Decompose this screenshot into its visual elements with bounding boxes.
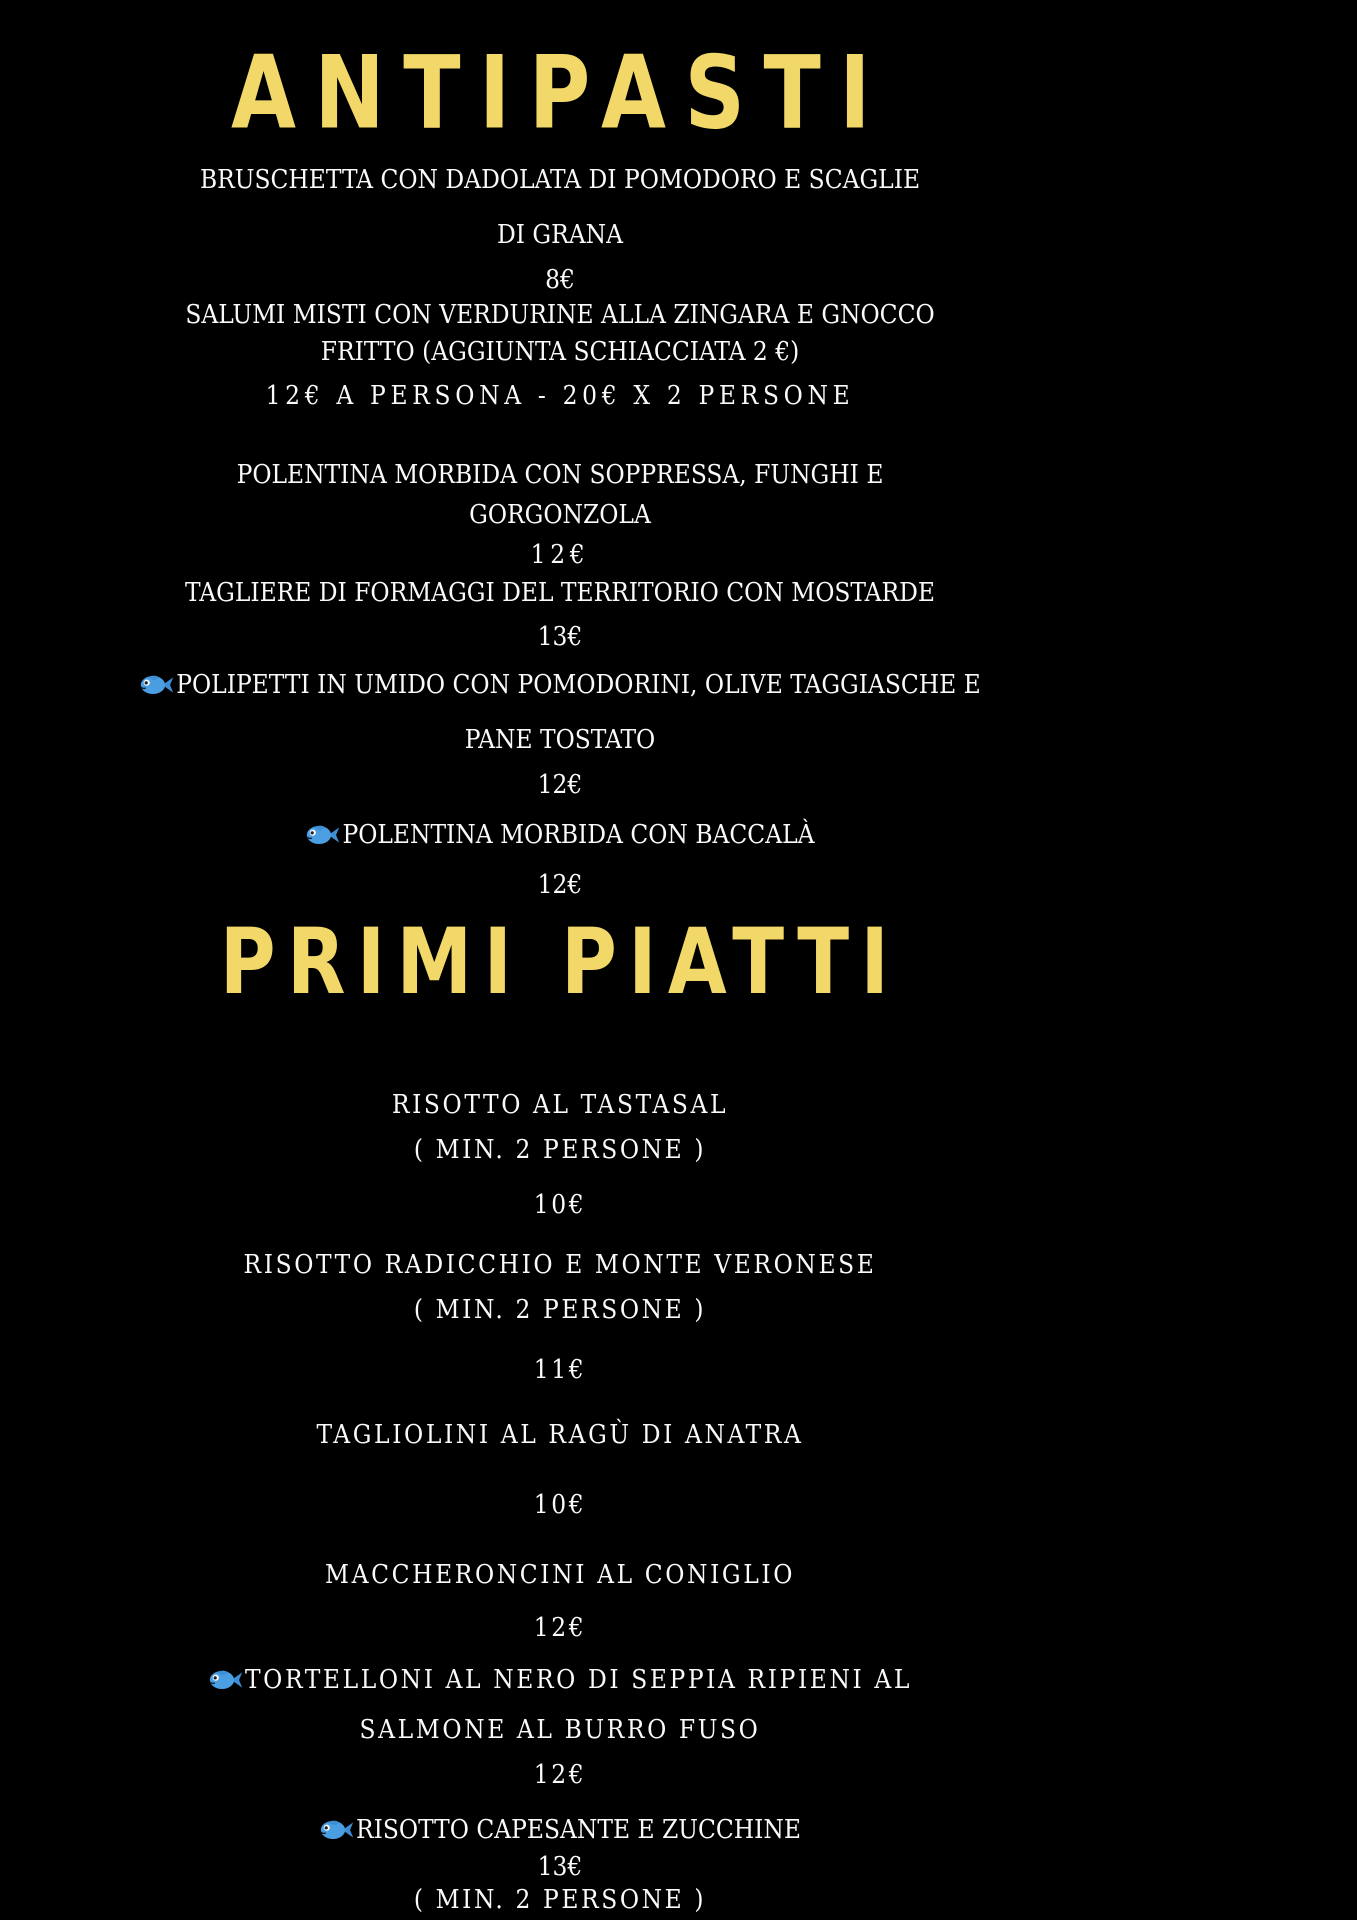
menu-item-name: PANE TOSTATO [464,725,656,755]
fish-icon [208,1666,244,1694]
menu-item-name: BRUSCHETTA CON DADOLATA DI POMODORO E SCAGLIE [199,165,921,195]
menu-item-name: MACCHERONCINI AL CONIGLIO [325,1560,795,1590]
menu-item-price: 12€ [537,870,583,900]
menu-item-name: RISOTTO RADICCHIO E MONTE VERONESE [243,1250,877,1280]
fish-icon [305,821,341,849]
menu-item-name [0,1663,1120,1697]
fish-icon [319,1816,355,1844]
menu-item-price: 8€ [545,265,575,295]
menu-item-name: POLENTINA MORBIDA CON SOPPRESSA, FUNGHI E [236,460,884,490]
min-persons-note: ( MIN. 2 PERSONE ) [413,1135,707,1165]
menu-item-name [0,818,1120,852]
menu-item-price: 13€ [537,1852,583,1882]
menu-item-name-text: TORTELLONI AL NERO DI SEPPIA RIPIENI AL [244,1665,913,1695]
menu-item-name: RISOTTO AL TASTASAL [391,1090,729,1120]
menu-item-price: 10€ [533,1190,587,1220]
menu-item-name-text: POLENTINA MORBIDA CON BACCALÀ [342,820,815,850]
menu-item-name: DI GRANA [497,220,623,250]
menu-item-name: SALUMI MISTI CON VERDURINE ALLA ZINGARA E GNOCCO [185,300,935,330]
menu-item-price: 10€ [533,1490,587,1520]
menu-item-price: 12€ A PERSONA - 20€ X 2 PERSONE [265,381,855,411]
section-title-antipasti: ANTIPASTI [230,34,890,152]
menu-item-name [0,1813,1120,1847]
menu-item-price: 11€ [533,1355,587,1385]
fish-icon [139,671,175,699]
menu-item-name: FRITTO (AGGIUNTA SCHIACCIATA 2 €) [320,337,800,367]
section-title-primi-piatti: PRIMI PIATTI [219,908,901,1015]
menu-item-name-text: POLIPETTI IN UMIDO CON POMODORINI, OLIVE TAGGIASCHE E [176,670,981,700]
menu-item-price: 12€ [537,770,583,800]
menu-item-name [0,668,1120,702]
min-persons-note: ( MIN. 2 PERSONE ) [413,1295,707,1325]
min-persons-note: ( MIN. 2 PERSONE ) [413,1885,707,1915]
menu-item-name-text: RISOTTO CAPESANTE E ZUCCHINE [356,1815,801,1845]
menu-item-price: 12€ [533,1760,587,1790]
menu-item-price: 13€ [537,622,583,652]
menu-item-price: 12€ [530,540,590,570]
menu-item-price: 12€ [533,1613,587,1643]
menu-item-name: TAGLIERE DI FORMAGGI DEL TERRITORIO CON MOSTARDE [185,578,935,608]
menu-item-name: TAGLIOLINI AL RAGÙ DI ANATRA [316,1420,804,1450]
menu-item-name: GORGONZOLA [469,500,651,530]
menu-item-name: SALMONE AL BURRO FUSO [359,1715,761,1745]
